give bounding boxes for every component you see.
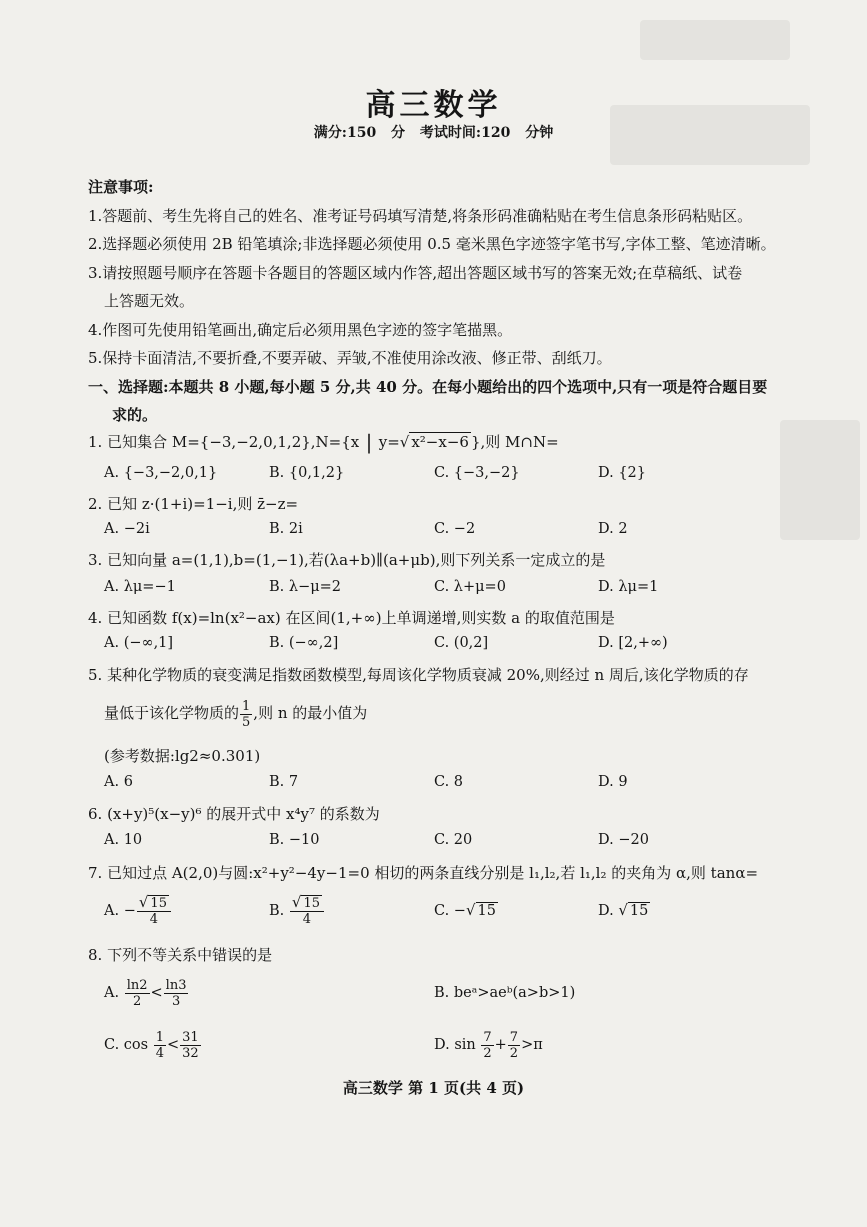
q5-fraction: $\frac{1}{5}$ xyxy=(242,698,251,730)
q1-set-y: y= xyxy=(378,433,400,451)
q2-option-b: B. 2i xyxy=(269,521,303,537)
q5-text-end: ,则 n 的最小值为 xyxy=(253,704,368,722)
note-item: 1.答题前、考生先将自己的姓名、准考证号码填写清楚,将条形码准确粘贴在考生信息条形码粘贴区。 xyxy=(88,207,753,225)
question-2-stem: 2. 已知 z·(1+i)=1−i,则 z̄−z= xyxy=(88,495,299,513)
notes-heading: 注意事项: xyxy=(88,178,154,196)
question-4-stem: 4. 已知函数 f(x)=ln(x²−ax) 在区间(1,+∞)上单调递增,则实数 a 的取值范围是 xyxy=(88,609,615,627)
q1-text-end: ,则 M∩N= xyxy=(480,433,559,451)
section-heading-cont: 求的。 xyxy=(112,406,158,424)
q8-option-a: A. $\frac{\ln 2}{2}$ < $\frac{\ln 3}{3}$ xyxy=(104,977,187,1009)
q3-option-c: C. λ+μ=0 xyxy=(434,579,506,595)
note-item: 3.请按照题号顺序在答题卡各题目的答题区域内作答,超出答题区域书写的答案无效;在草稿纸、试卷 xyxy=(88,264,743,282)
q5-option-d: D. 9 xyxy=(598,774,628,790)
question-7-stem: 7. 已知过点 A(2,0)与圆:x²+y²−4y−1=0 相切的两条直线分别是 l₁,l₂,若 l₁,l₂ 的夹角为 α,则 tanα= xyxy=(88,864,759,882)
q1-set-close: } xyxy=(470,433,481,451)
q1-option-d: D. {2} xyxy=(598,465,647,481)
q6-option-a: A. 10 xyxy=(104,832,143,848)
note-item: 5.保持卡面清洁,不要折叠,不要弄破、弄皱,不准使用涂改液、修正带、刮纸刀。 xyxy=(88,349,612,367)
q2-option-c: C. −2 xyxy=(434,521,476,537)
q1-set-open: {x xyxy=(341,433,360,451)
question-5-stem: 5. 某种化学物质的衰变满足指数函数模型,每周该化学物质衰减 20%,则经过 n 周后,该化学物质的存 xyxy=(88,666,749,684)
q4-option-d: D. [2,+∞) xyxy=(598,635,668,651)
q5-option-b: B. 7 xyxy=(269,774,299,790)
q5-option-a: A. 6 xyxy=(104,774,133,790)
q7-option-c: C. −√ 15 xyxy=(434,901,496,919)
question-6-stem: 6. (x+y)⁵(x−y)⁶ 的展开式中 x⁴y⁷ 的系数为 xyxy=(88,805,380,823)
q1-option-a: A. {−3,−2,0,1} xyxy=(104,465,218,481)
q4-option-b: B. (−∞,2] xyxy=(269,635,339,651)
q1-option-c: C. {−3,−2} xyxy=(434,465,520,481)
q2-option-a: A. −2i xyxy=(104,521,150,537)
q5-option-c: C. 8 xyxy=(434,774,464,790)
q6-option-b: B. −10 xyxy=(269,832,320,848)
q8-option-c: C. cos $\frac{1}{4}$ < $\frac{31}{32}$ xyxy=(104,1029,199,1061)
q7-option-a: A. − $\frac{√ 15}{4}$ xyxy=(104,893,172,929)
note-item: 4.作图可先使用铅笔画出,确定后必须用黑色字迹的签字笔描黑。 xyxy=(88,321,513,339)
page-footer: 高三数学 第 1 页(共 4 页) xyxy=(342,1079,525,1097)
scan-smudge xyxy=(780,420,860,540)
question-3-stem: 3. 已知向量 a=(1,1),b=(1,−1),若(λa+b)∥(a+μb),则下列关系一定成立的是 xyxy=(88,551,606,569)
q3-option-a: A. λμ=−1 xyxy=(104,579,176,595)
note-item: 上答题无效。 xyxy=(104,292,195,310)
q1-text: 1. 已知集合 M={−3,−2,0,1,2},N= xyxy=(88,433,342,451)
q3-option-b: B. λ−μ=2 xyxy=(269,579,342,595)
q1-option-b: B. {0,1,2} xyxy=(269,465,345,481)
q3-option-d: D. λμ=1 xyxy=(598,579,659,595)
q6-option-d: D. −20 xyxy=(598,832,649,848)
q7-option-b: B. $\frac{√ 15}{4}$ xyxy=(269,893,325,929)
q4-option-c: C. (0,2] xyxy=(434,635,489,651)
q6-option-c: C. 20 xyxy=(434,832,473,848)
section-heading: 一、选择题:本题共 8 小题,每小题 5 分,共 40 分。在每小题给出的四个选项中,只有一项是符合题目要 xyxy=(88,378,768,396)
q4-option-a: A. (−∞,1] xyxy=(104,635,174,651)
exam-title: 高三数学 xyxy=(365,88,502,123)
q1-radicand: x²−x−6 xyxy=(411,433,469,451)
q5-reference: (参考数据:lg2≈0.301) xyxy=(104,747,261,765)
note-item: 2.选择题必须使用 2B 铅笔填涂;非选择题必须使用 0.5 毫米黑色字迹签字笔书写,字体工整、笔迹清晰。 xyxy=(88,235,776,253)
exam-meta: 满分:150 分 考试时间:120 分钟 xyxy=(313,125,554,141)
question-1-stem: 1. 已知集合 M={−3,−2,0,1,2},N={x | y=√ x²−x−6 },则 M∩N= xyxy=(88,430,559,454)
q2-option-d: D. 2 xyxy=(598,521,628,537)
scan-smudge xyxy=(640,20,790,60)
question-8-stem: 8. 下列不等关系中错误的是 xyxy=(88,946,273,964)
q8-option-d: D. sin $\frac{7}{2}$ + $\frac{7}{2}$ >π xyxy=(434,1029,543,1061)
q8-option-b: B. beᵃ>aeᵇ(a>b>1) xyxy=(434,985,576,1001)
question-5-stem-cont xyxy=(104,696,367,730)
q5-text: 量低于该化学物质的 xyxy=(104,704,240,722)
q7-option-d: D. √ 15 xyxy=(598,901,649,919)
